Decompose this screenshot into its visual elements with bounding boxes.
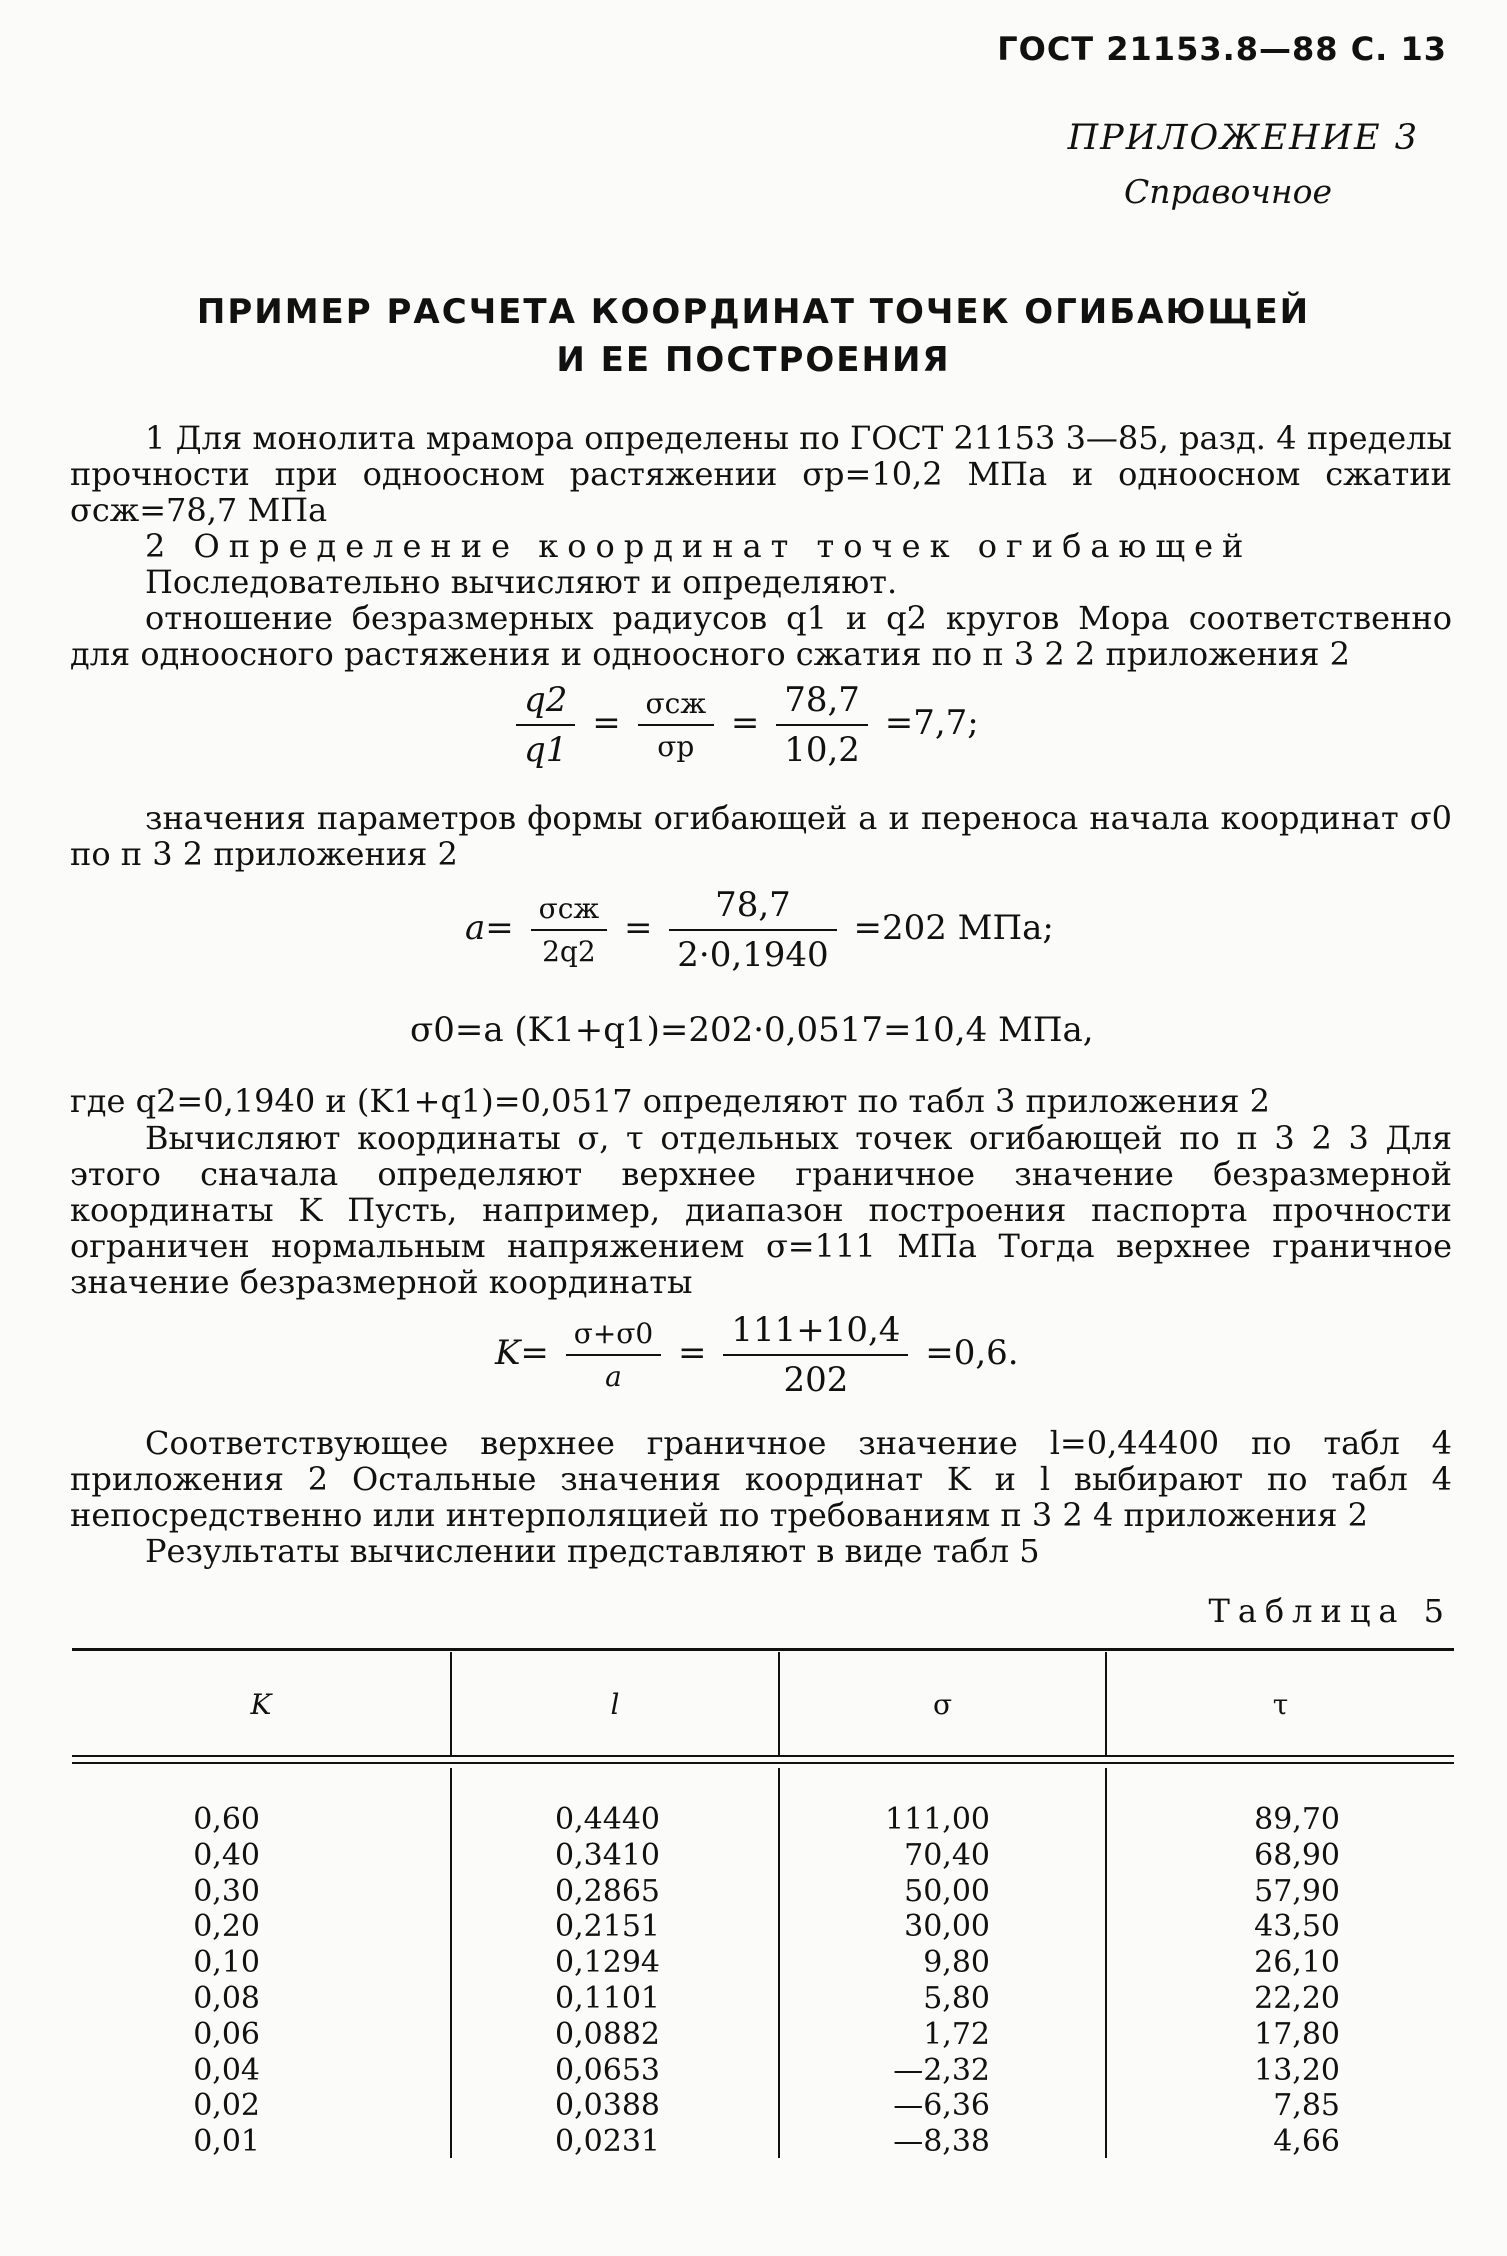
- column-k-values: [150, 1802, 260, 2160]
- cell-sigma: 111,00: [885, 1802, 990, 1837]
- cell-k: 0,01: [193, 2124, 260, 2160]
- cell-k: 0,06: [193, 2016, 260, 2052]
- fraction-sigma: $\frac{\text{σсж}}{\sigma р}$: [638, 687, 715, 763]
- cell-sigma: 70,40: [904, 1837, 990, 1873]
- paragraph-7: Вычисляют координаты σ, τ отдельных точек огибающей по п 3 2 3 Для этого сначала определяют верхнее граничное значение безразмерной координаты K Пусть, например, диапазон построения паспорта прочности ограничен нормальным напряжением σ=111 МПа Тогда верхнее граничное значение безразмерной координаты: [70, 1119, 1452, 1301]
- cell-k: 0,40: [193, 1837, 260, 1873]
- cell-tau: 13,20: [1254, 2052, 1340, 2088]
- fraction-sigma-2q: $\frac{\text{σсж}}{2q2}$: [531, 892, 608, 968]
- fraction-q: $\frac{q2}{q1}$: [516, 680, 575, 770]
- formula-k: K= $\frac{\sigma+\sigma 0}{a}$ = $\frac{111+10,4}{202}$ =0,6.: [495, 1310, 1019, 1400]
- cell-k: 0,60: [193, 1802, 260, 1837]
- cell-l: 0,0388: [555, 2088, 660, 2124]
- cell-l: 0,1294: [555, 1945, 660, 1981]
- body-divider-2: [778, 1768, 780, 2158]
- paragraph-9: Результаты вычислении представляют в виде табл 5: [145, 1532, 1040, 1570]
- title-line-2: И ЕЕ ПОСТРОЕНИЯ: [556, 340, 951, 380]
- column-header-k: K: [250, 1688, 272, 1721]
- cell-tau: 26,10: [1254, 1945, 1340, 1981]
- section-heading-2: 2 Определение координат точек огибающей: [145, 527, 1253, 565]
- cell-sigma: 30,00: [904, 1909, 990, 1945]
- cell-sigma: 50,00: [904, 1873, 990, 1909]
- title-line-1: ПРИМЕР РАСЧЕТА КООРДИНАТ ТОЧЕК ОГИБАЮЩЕЙ: [196, 292, 1311, 332]
- paragraph-3: Последовательно вычисляют и определяют.: [145, 563, 898, 601]
- cell-l: 0,4440: [555, 1802, 660, 1837]
- cell-k: 0,02: [193, 2088, 260, 2124]
- cell-k: 0,30: [193, 1873, 260, 1909]
- column-header-l: l: [610, 1688, 620, 1721]
- cell-k: 0,10: [193, 1945, 260, 1981]
- cell-tau: 4,66: [1273, 2124, 1340, 2160]
- cell-sigma: —6,36: [893, 2088, 990, 2124]
- column-l-values: [530, 1802, 660, 2160]
- fraction-values-k: $\frac{111+10,4}{202}$: [723, 1310, 908, 1400]
- cell-l: 0,2865: [555, 1873, 660, 1909]
- cell-sigma: 9,80: [923, 1945, 990, 1981]
- column-header-sigma: σ: [932, 1688, 953, 1721]
- cell-tau: 43,50: [1254, 1909, 1340, 1945]
- table-header-rule-2: [72, 1762, 1454, 1764]
- cell-k: 0,08: [193, 1980, 260, 2016]
- cell-tau: 68,90: [1254, 1837, 1340, 1873]
- fraction-values-a: $\frac{78,7}{2\cdot 0,1940}$: [669, 885, 836, 975]
- cell-sigma: —8,38: [893, 2124, 990, 2160]
- table-caption: Таблица 5: [1208, 1592, 1452, 1630]
- cell-k: 0,04: [193, 2052, 260, 2088]
- cell-sigma: —2,32: [893, 2052, 990, 2088]
- cell-l: 0,3410: [555, 1837, 660, 1873]
- formula-sigma0: σ0=a (K1+q1)=202·0,0517=10,4 МПа,: [410, 1010, 1094, 1050]
- column-sigma-values: [860, 1802, 990, 2160]
- paragraph-6: где q2=0,1940 и (K1+q1)=0,0517 определяют по табл 3 приложения 2: [70, 1082, 1270, 1120]
- fraction-values: $\frac{78,7}{10,2}$: [776, 680, 868, 770]
- cell-tau: 7,85: [1273, 2088, 1340, 2124]
- formula-ratio: $\frac{q2}{q1}$ = $\frac{\text{σсж}}{\sigma р}$ = $\frac{78,7}{10,2}$ =7,7;: [510, 680, 979, 770]
- paragraph-5: значения параметров формы огибающей a и переноса начала координат σ0 по п 3 2 приложения 2: [70, 799, 1452, 873]
- fraction-sigma-sum: $\frac{\sigma+\sigma 0}{a}$: [566, 1317, 662, 1393]
- table-header-rule-1: [72, 1755, 1454, 1757]
- cell-tau: 17,80: [1254, 2016, 1340, 2052]
- document-reference: ГОСТ 21153.8—88 С. 13: [997, 30, 1447, 68]
- column-header-tau: τ: [1272, 1688, 1289, 1721]
- cell-sigma: 5,80: [923, 1980, 990, 2016]
- body-divider-3: [1105, 1768, 1107, 2158]
- body-divider-1: [450, 1768, 452, 2158]
- column-tau-values: [1220, 1802, 1340, 2160]
- cell-tau: 57,90: [1254, 1873, 1340, 1909]
- cell-l: 0,0231: [555, 2124, 660, 2160]
- paragraph-1: 1 Для монолита мрамора определены по ГОСТ 21153 3—85, разд. 4 пределы прочности при одноосном растяжении σр=10,2 МПа и одноосном сжатии σсж=78,7 МПа: [70, 419, 1452, 529]
- cell-l: 0,2151: [555, 1909, 660, 1945]
- paragraph-8: Соответствующее верхнее граничное значение l=0,44400 по табл 4 приложения 2 Остальные значения координат K и l выбирают по табл 4 непосредственно или интерполяцией по требованиям п 3 2 4 приложения 2: [70, 1424, 1452, 1534]
- cell-tau: 89,70: [1254, 1802, 1340, 1837]
- appendix-label: ПРИЛОЖЕНИЕ 3: [1067, 118, 1419, 158]
- paragraph-4: отношение безразмерных радиусов q1 и q2 кругов Мора соответственно для одноосного растяжения и одноосного сжатия по п 3 2 2 приложения 2: [70, 599, 1452, 673]
- cell-k: 0,20: [193, 1909, 260, 1945]
- cell-l: 0,0882: [555, 2016, 660, 2052]
- appendix-type: Справочное: [1123, 172, 1332, 211]
- cell-l: 0,0653: [555, 2052, 660, 2088]
- table-top-rule: [72, 1648, 1454, 1651]
- formula-a: a= $\frac{\text{σсж}}{2q2}$ = $\frac{78,7}{2\cdot 0,1940}$ =202 МПа;: [465, 885, 1054, 975]
- cell-l: 0,1101: [555, 1980, 660, 2016]
- cell-tau: 22,20: [1254, 1980, 1340, 2016]
- cell-sigma: 1,72: [923, 2016, 990, 2052]
